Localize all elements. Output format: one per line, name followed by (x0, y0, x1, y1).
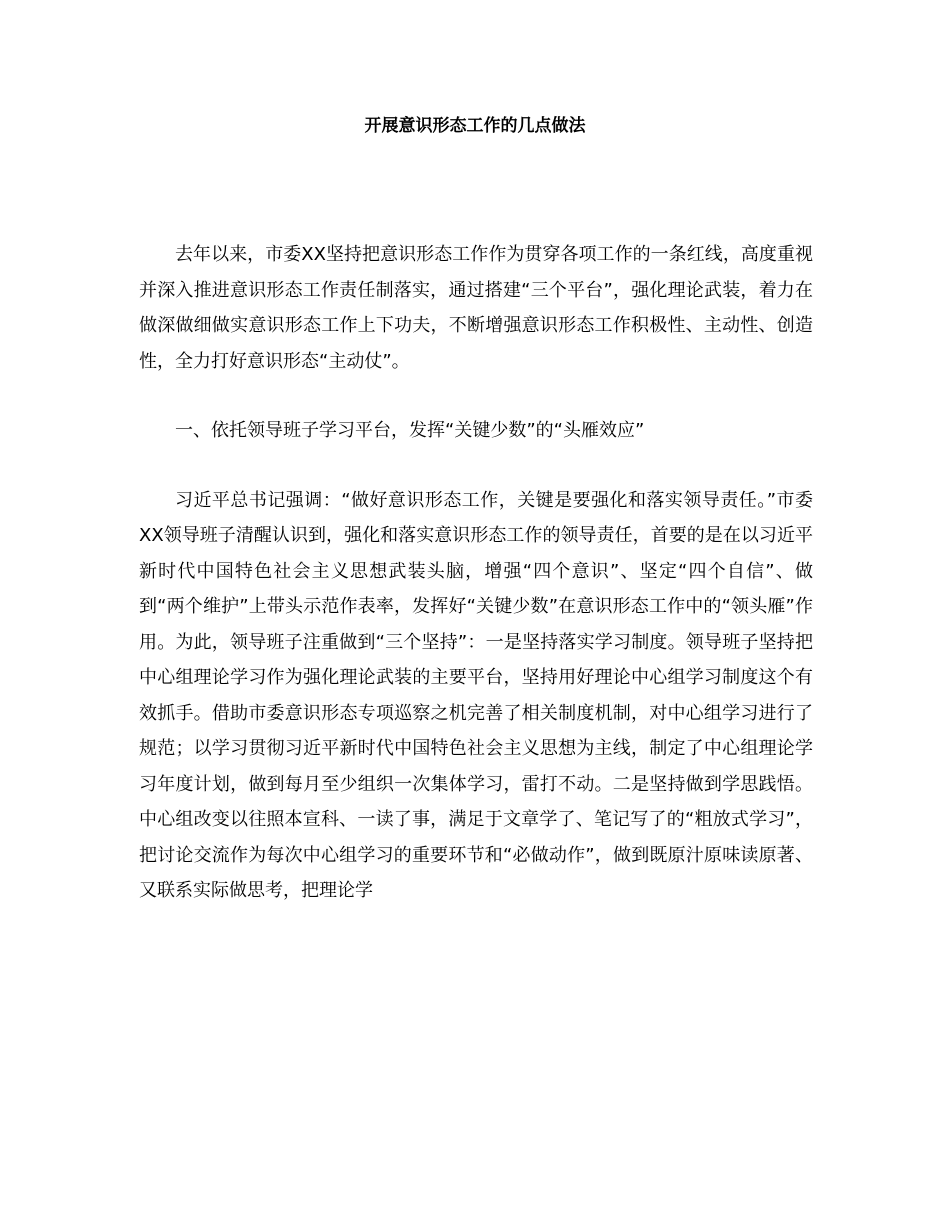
paragraph-section-1: 习近平总书记强调：“做好意识形态工作，关键是要强化和落实领导责任。”市委XX领导班子清醒认识到，强化和落实意识形态工作的领导责任，首要的是在以习近平新时代中国特色社会主义思想武装头脑，增强“四个意识”、坚定“四个自信”、做到“两个维护”上带头示范作表率，发挥好“关键少数”在意识形态工作中的“领头雁”作用。为此，领导班子注重做到“三个坚持”：一是坚持落实学习制度。领导班子坚持把中心组理论学习作为强化理论武装的主要平台，坚持用好理论中心组学习制度这个有效抓手。借助市委意识形态专项巡察之机完善了相关制度机制，对中心组学习进行了规范；以学习贯彻习近平新时代中国特色社会主义思想为主线，制定了中心组理论学习年度计划，做到每月至少组织一次集体学习，雷打不动。二是坚持做到学思践悟。中心组改变以往照本宣科、一读了事，满足于文章学了、笔记写了的“粗放式学习”，把讨论交流作为每次中心组学习的重要环节和“必做动作”，做到既原汁原味读原著、又联系实际做思考，把理论学 (139, 489, 813, 901)
document-body (139, 237, 813, 909)
document-title: 开展意识形态工作的几点做法 (364, 116, 586, 136)
paragraph-intro: 去年以来，市委XX坚持把意识形态工作作为贯穿各项工作的一条红线，高度重视并深入推进意识形态工作责任制落实，通过搭建“三个平台”，强化理论武装，着力在做深做细做实意识形态工作上下功夫，不断增强意识形态工作积极性、主动性、创造性，全力打好意识形态“主动仗”。 (139, 244, 813, 372)
section-heading-1: 一、依托领导班子学习平台，发挥“关键少数”的“头雁效应” (175, 420, 645, 441)
